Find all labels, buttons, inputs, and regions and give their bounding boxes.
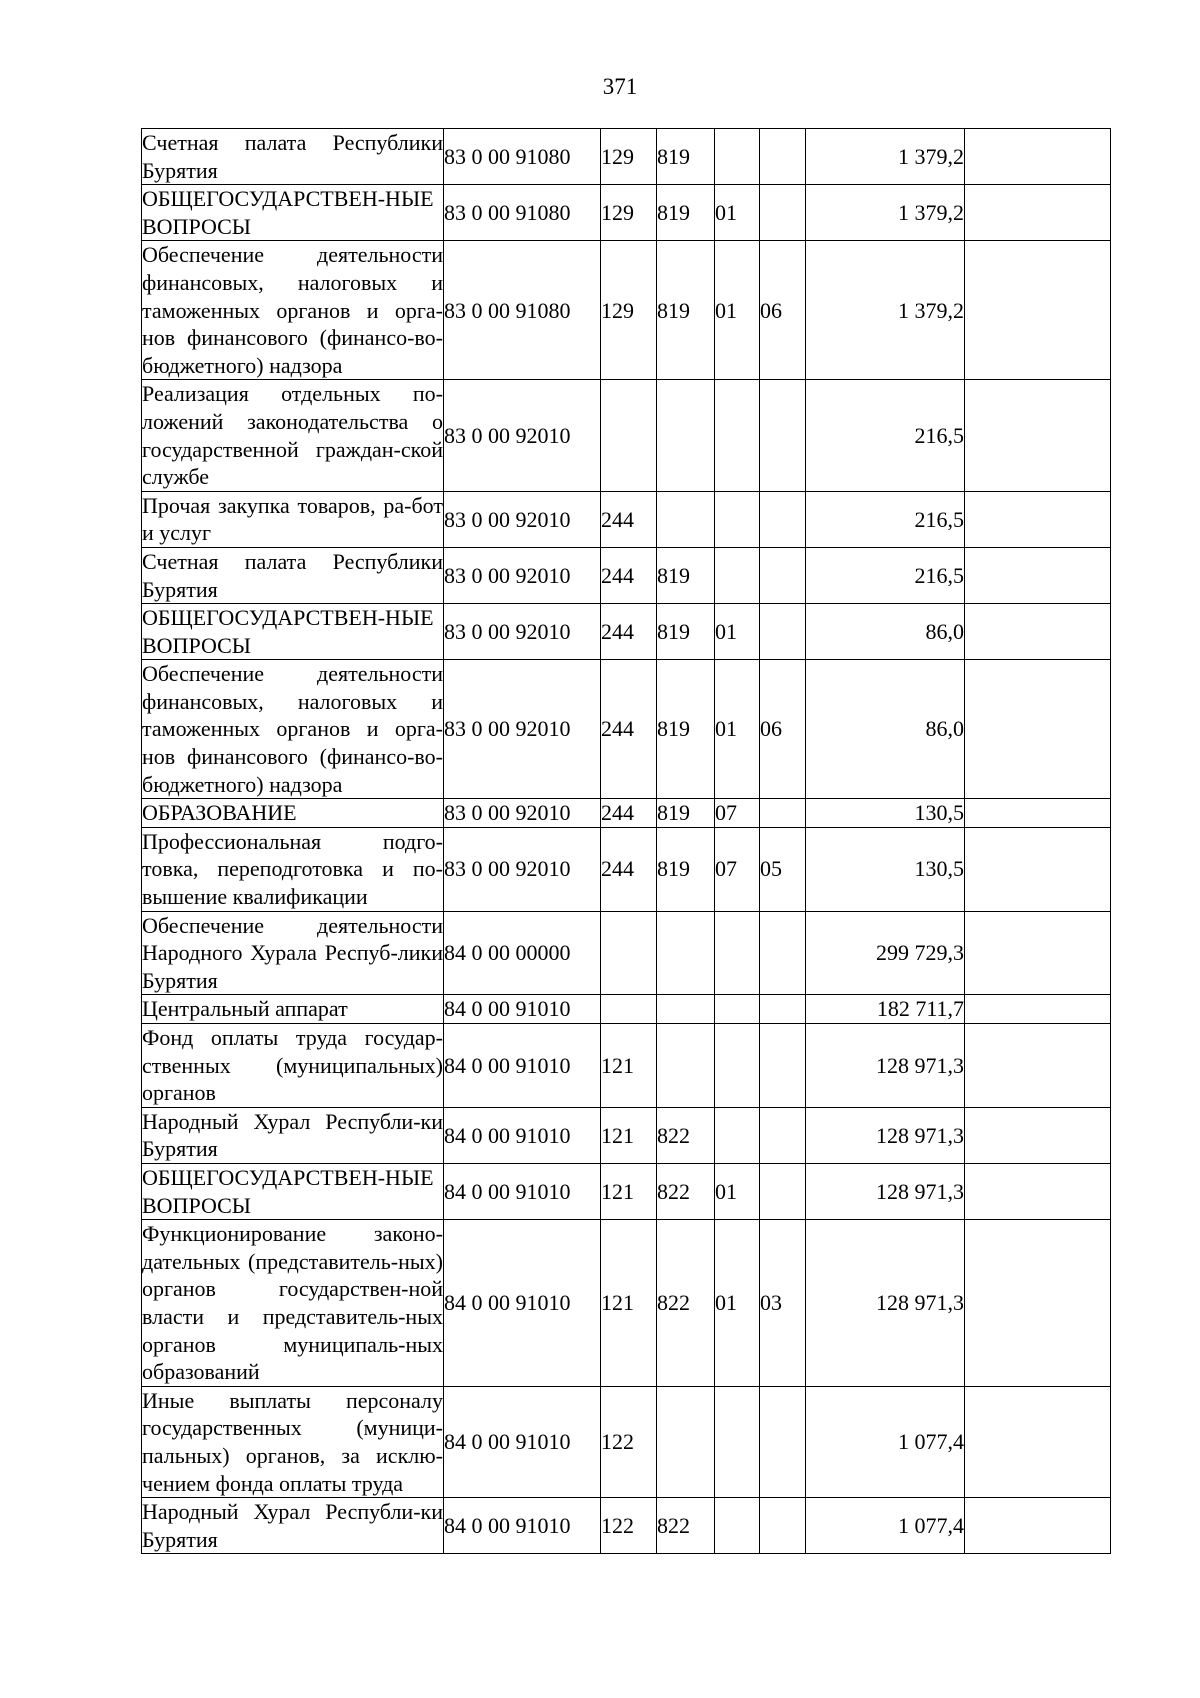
row-amount-cell: 216,5: [806, 491, 965, 547]
row-name-cell: Счетная палата Республики Бурятия: [142, 129, 444, 185]
budget-table: [141, 128, 1111, 1554]
table-row: [142, 604, 1111, 660]
table-row: [142, 380, 1111, 491]
table-row: [142, 799, 1111, 828]
row-expense-type-cell: 244: [601, 827, 657, 911]
row-subsection-cell: 06: [760, 241, 806, 380]
row-extra-cell: [965, 1498, 1111, 1554]
row-code-cell: 83 0 00 91080: [444, 241, 601, 380]
row-expense-type-cell: 122: [601, 1498, 657, 1554]
row-expense-type-cell: 122: [601, 1386, 657, 1497]
row-expense-type-cell: 129: [601, 129, 657, 185]
row-subsection-cell: [760, 799, 806, 828]
row-expense-type-cell: [601, 995, 657, 1024]
row-amount-cell: 128 971,3: [806, 1220, 965, 1387]
row-amount-cell: 216,5: [806, 380, 965, 491]
table-row: [142, 547, 1111, 603]
row-amount-cell: 299 729,3: [806, 911, 965, 995]
table-row: [142, 660, 1111, 799]
row-expense-type-cell: 121: [601, 1220, 657, 1387]
table-row: [142, 129, 1111, 185]
row-name-cell: Прочая закупка товаров, ра-бот и услуг: [142, 491, 444, 547]
row-section-cell: [715, 1107, 760, 1163]
row-administrator-cell: 819: [657, 241, 715, 380]
row-amount-cell: 130,5: [806, 827, 965, 911]
row-section-cell: [715, 995, 760, 1024]
row-expense-type-cell: 244: [601, 547, 657, 603]
row-administrator-cell: 819: [657, 547, 715, 603]
row-name-cell: Профессиональная подго-товка, переподготовка и по-вышение квалификации: [142, 827, 444, 911]
row-section-cell: [715, 491, 760, 547]
row-administrator-cell: [657, 380, 715, 491]
row-subsection-cell: [760, 491, 806, 547]
table-row: [142, 995, 1111, 1024]
row-administrator-cell: 822: [657, 1107, 715, 1163]
row-section-cell: [715, 1386, 760, 1497]
row-subsection-cell: [760, 911, 806, 995]
row-subsection-cell: [760, 185, 806, 241]
row-administrator-cell: 819: [657, 604, 715, 660]
row-expense-type-cell: 129: [601, 241, 657, 380]
row-name-cell: Центральный аппарат: [142, 995, 444, 1024]
row-name-cell: Счетная палата Республики Бурятия: [142, 547, 444, 603]
page-number: 371: [602, 74, 638, 99]
table-row: [142, 1163, 1111, 1219]
row-subsection-cell: 06: [760, 660, 806, 799]
table-row: [142, 1386, 1111, 1497]
row-code-cell: 84 0 00 91010: [444, 1107, 601, 1163]
row-name-cell: Иные выплаты персоналу государственных (муници-пальных) органов, за исклю-чением фонда оплаты труда: [142, 1386, 444, 1497]
row-subsection-cell: [760, 604, 806, 660]
row-amount-cell: 128 971,3: [806, 1107, 965, 1163]
row-administrator-cell: 819: [657, 129, 715, 185]
row-section-cell: 01: [715, 1220, 760, 1387]
row-expense-type-cell: 244: [601, 491, 657, 547]
row-amount-cell: 1 077,4: [806, 1498, 965, 1554]
row-name-cell: Обеспечение деятельности финансовых, налоговых и таможенных органов и орга-нов финансового (финансо-во-бюджетного) надзора: [142, 660, 444, 799]
table-row: [142, 1024, 1111, 1108]
table-row: [142, 185, 1111, 241]
row-section-cell: [715, 1024, 760, 1108]
row-administrator-cell: [657, 911, 715, 995]
row-extra-cell: [965, 604, 1111, 660]
row-subsection-cell: [760, 380, 806, 491]
row-expense-type-cell: 129: [601, 185, 657, 241]
row-administrator-cell: 819: [657, 185, 715, 241]
row-administrator-cell: 819: [657, 660, 715, 799]
row-extra-cell: [965, 491, 1111, 547]
row-section-cell: [715, 129, 760, 185]
row-expense-type-cell: [601, 380, 657, 491]
row-name-cell: ОБЩЕГОСУДАРСТВЕН-НЫЕ ВОПРОСЫ: [142, 604, 444, 660]
row-name-cell: Народный Хурал Республи-ки Бурятия: [142, 1498, 444, 1554]
row-administrator-cell: 819: [657, 827, 715, 911]
row-extra-cell: [965, 241, 1111, 380]
row-name-cell: Народный Хурал Республи-ки Бурятия: [142, 1107, 444, 1163]
table-row: [142, 1220, 1111, 1387]
row-extra-cell: [965, 660, 1111, 799]
table-row: [142, 491, 1111, 547]
row-section-cell: 07: [715, 799, 760, 828]
row-section-cell: 01: [715, 185, 760, 241]
row-name-cell: Обеспечение деятельности финансовых, налоговых и таможенных органов и орга-нов финансового (финансо-во-бюджетного) надзора: [142, 241, 444, 380]
row-amount-cell: 130,5: [806, 799, 965, 828]
row-amount-cell: 216,5: [806, 547, 965, 603]
row-amount-cell: 1 379,2: [806, 129, 965, 185]
row-section-cell: 01: [715, 604, 760, 660]
row-extra-cell: [965, 827, 1111, 911]
row-name-cell: Обеспечение деятельности Народного Хурала Респуб-лики Бурятия: [142, 911, 444, 995]
row-expense-type-cell: 244: [601, 604, 657, 660]
row-subsection-cell: [760, 129, 806, 185]
row-administrator-cell: [657, 1386, 715, 1497]
row-code-cell: 84 0 00 91010: [444, 1386, 601, 1497]
row-code-cell: 84 0 00 91010: [444, 1024, 601, 1108]
row-section-cell: [715, 1498, 760, 1554]
row-subsection-cell: [760, 1386, 806, 1497]
row-extra-cell: [965, 911, 1111, 995]
row-section-cell: 07: [715, 827, 760, 911]
row-administrator-cell: 822: [657, 1498, 715, 1554]
row-administrator-cell: [657, 491, 715, 547]
row-administrator-cell: 819: [657, 799, 715, 828]
row-name-cell: ОБЩЕГОСУДАРСТВЕН-НЫЕ ВОПРОСЫ: [142, 185, 444, 241]
row-extra-cell: [965, 129, 1111, 185]
row-extra-cell: [965, 1107, 1111, 1163]
row-section-cell: [715, 547, 760, 603]
row-name-cell: Фонд оплаты труда государ-ственных (муниципальных) органов: [142, 1024, 444, 1108]
row-code-cell: 83 0 00 92010: [444, 380, 601, 491]
budget-table-body: [142, 129, 1111, 1554]
row-subsection-cell: [760, 1107, 806, 1163]
row-administrator-cell: [657, 995, 715, 1024]
row-name-cell: ОБРАЗОВАНИЕ: [142, 799, 444, 828]
row-code-cell: 83 0 00 92010: [444, 827, 601, 911]
row-code-cell: 84 0 00 91010: [444, 1498, 601, 1554]
row-name-cell: Функционирование законо-дательных (представитель-ных) органов государствен-ной власти и представитель-ных органов муниципаль-ных образований: [142, 1220, 444, 1387]
row-section-cell: 01: [715, 1163, 760, 1219]
row-section-cell: [715, 380, 760, 491]
row-code-cell: 84 0 00 00000: [444, 911, 601, 995]
row-name-cell: Реализация отдельных по-ложений законодательства о государственной граждан-ской службе: [142, 380, 444, 491]
row-amount-cell: 86,0: [806, 604, 965, 660]
row-subsection-cell: [760, 1498, 806, 1554]
row-code-cell: 83 0 00 91080: [444, 185, 601, 241]
table-row: [142, 911, 1111, 995]
row-extra-cell: [965, 1220, 1111, 1387]
row-expense-type-cell: 121: [601, 1107, 657, 1163]
row-expense-type-cell: 121: [601, 1024, 657, 1108]
row-amount-cell: 1 077,4: [806, 1386, 965, 1497]
row-extra-cell: [965, 547, 1111, 603]
table-row: [142, 1498, 1111, 1554]
row-extra-cell: [965, 380, 1111, 491]
row-extra-cell: [965, 185, 1111, 241]
row-section-cell: 01: [715, 241, 760, 380]
row-administrator-cell: [657, 1024, 715, 1108]
row-amount-cell: 128 971,3: [806, 1024, 965, 1108]
row-extra-cell: [965, 799, 1111, 828]
row-subsection-cell: [760, 547, 806, 603]
row-extra-cell: [965, 1386, 1111, 1497]
row-expense-type-cell: 244: [601, 660, 657, 799]
row-amount-cell: 1 379,2: [806, 241, 965, 380]
row-subsection-cell: 03: [760, 1220, 806, 1387]
row-amount-cell: 1 379,2: [806, 185, 965, 241]
row-subsection-cell: [760, 995, 806, 1024]
row-name-cell: ОБЩЕГОСУДАРСТВЕН-НЫЕ ВОПРОСЫ: [142, 1163, 444, 1219]
row-subsection-cell: [760, 1024, 806, 1108]
row-code-cell: 83 0 00 92010: [444, 660, 601, 799]
row-administrator-cell: 822: [657, 1163, 715, 1219]
row-amount-cell: 182 711,7: [806, 995, 965, 1024]
row-code-cell: 84 0 00 91010: [444, 1163, 601, 1219]
row-extra-cell: [965, 1163, 1111, 1219]
row-extra-cell: [965, 995, 1111, 1024]
row-expense-type-cell: 121: [601, 1163, 657, 1219]
row-expense-type-cell: [601, 911, 657, 995]
row-code-cell: 83 0 00 92010: [444, 491, 601, 547]
row-administrator-cell: 822: [657, 1220, 715, 1387]
row-subsection-cell: 05: [760, 827, 806, 911]
row-code-cell: 83 0 00 92010: [444, 547, 601, 603]
table-row: [142, 827, 1111, 911]
row-code-cell: 83 0 00 92010: [444, 604, 601, 660]
row-code-cell: 84 0 00 91010: [444, 995, 601, 1024]
row-extra-cell: [965, 1024, 1111, 1108]
row-code-cell: 83 0 00 92010: [444, 799, 601, 828]
row-code-cell: 83 0 00 91080: [444, 129, 601, 185]
row-amount-cell: 86,0: [806, 660, 965, 799]
row-amount-cell: 128 971,3: [806, 1163, 965, 1219]
row-code-cell: 84 0 00 91010: [444, 1220, 601, 1387]
row-subsection-cell: [760, 1163, 806, 1219]
table-row: [142, 241, 1111, 380]
row-section-cell: [715, 911, 760, 995]
row-expense-type-cell: 244: [601, 799, 657, 828]
table-row: [142, 1107, 1111, 1163]
row-section-cell: 01: [715, 660, 760, 799]
